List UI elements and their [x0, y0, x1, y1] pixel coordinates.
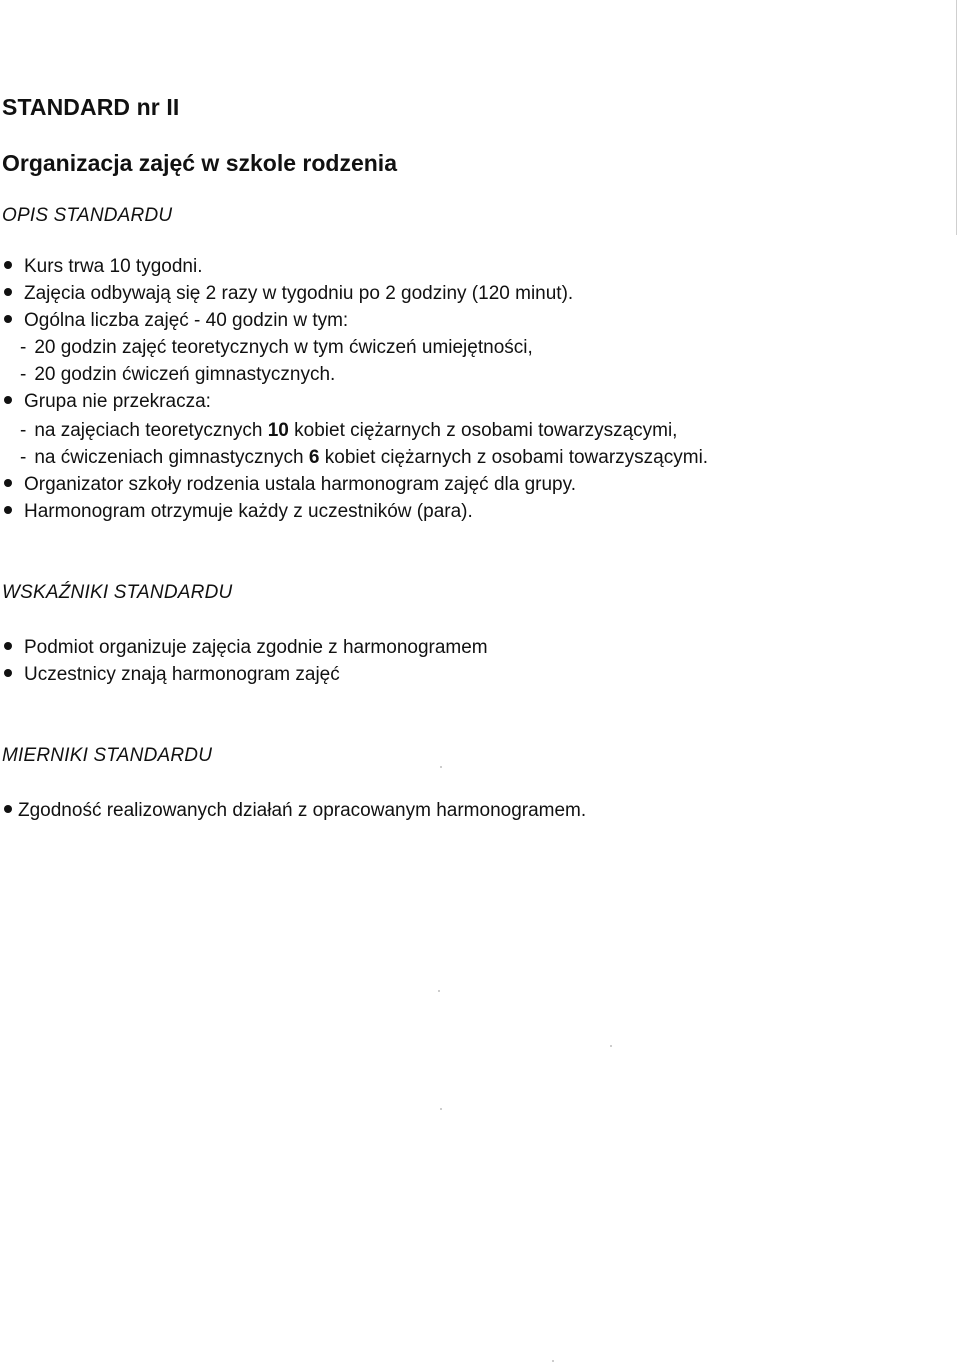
number-bold: 10 [267, 420, 289, 441]
number-bold: 6 [308, 447, 320, 468]
scan-speck [610, 1045, 612, 1047]
list-subitem: - 20 godzin zajęć teoretycznych w tym ćwiczeń umiejętności, [20, 337, 533, 358]
list-item: Zgodność realizowanych działań z opracowanym harmonogramem. [4, 800, 586, 822]
bullet-icon [4, 479, 12, 487]
standard-title: STANDARD nr II [2, 94, 180, 120]
scan-speck [440, 1108, 442, 1110]
page-edge-line [956, 0, 957, 235]
list-item: Zajęcia odbywają się 2 razy w tygodniu po 2 godziny (120 minut). [4, 283, 573, 305]
wskazniki-heading: WSKAŹNIKI STANDARDU [2, 582, 233, 603]
scan-speck [438, 990, 440, 992]
list-subitem: - na zajęciach teoretycznych 10 kobiet ciężarnych z osobami towarzyszącymi, [20, 420, 678, 441]
list-item: Harmonogram otrzymuje każdy z uczestników (para). [4, 501, 473, 523]
bullet-icon [4, 288, 12, 296]
bullet-icon [4, 642, 12, 650]
list-item: Organizator szkoły rodzenia ustala harmonogram zajęć dla grupy. [4, 474, 576, 496]
page-subtitle: Organizacja zajęć w szkole rodzenia [2, 150, 397, 176]
bullet-icon [4, 669, 12, 677]
scan-speck [552, 1360, 554, 1362]
opis-heading: OPIS STANDARDU [2, 205, 173, 226]
bullet-icon [4, 805, 12, 813]
bullet-icon [4, 396, 12, 404]
list-item: Grupa nie przekracza: [4, 391, 211, 413]
bullet-icon [4, 506, 12, 514]
list-item: Uczestnicy znają harmonogram zajęć [4, 664, 340, 686]
bullet-icon [4, 315, 12, 323]
scan-speck [440, 766, 442, 768]
bullet-icon [4, 261, 12, 269]
mierniki-heading: MIERNIKI STANDARDU [2, 745, 213, 766]
list-item: Ogólna liczba zajęć - 40 godzin w tym: [4, 310, 348, 332]
list-subitem: - 20 godzin ćwiczeń gimnastycznych. [20, 364, 336, 385]
list-item: Podmiot organizuje zajęcia zgodnie z harmonogramem [4, 637, 488, 659]
list-subitem: - na ćwiczeniach gimnastycznych 6 kobiet ciężarnych z osobami towarzyszącymi. [20, 447, 709, 468]
list-item: Kurs trwa 10 tygodni. [4, 256, 202, 278]
